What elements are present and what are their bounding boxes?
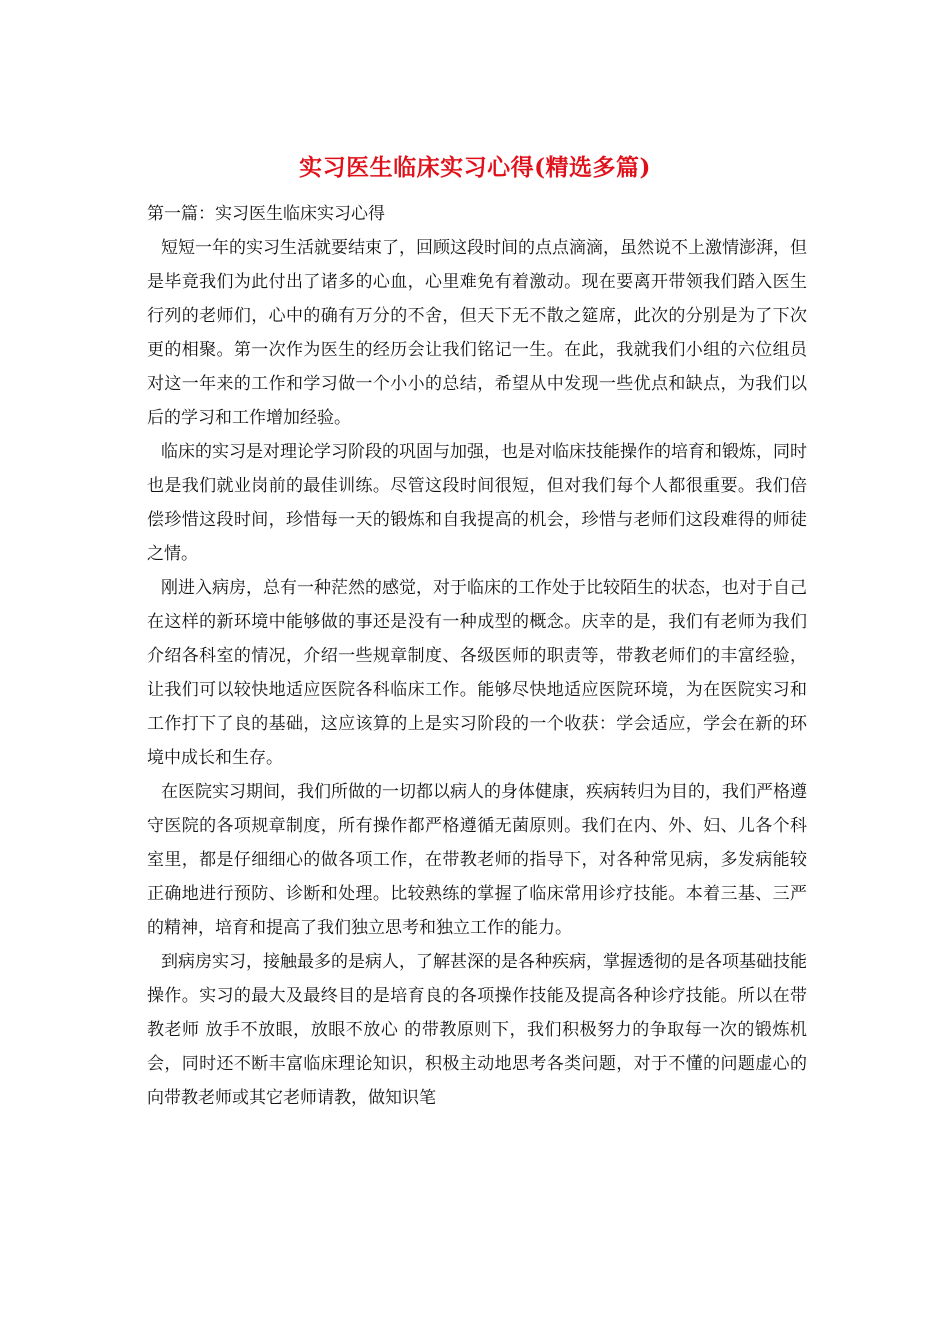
paragraph-3: 刚进入病房，总有一种茫然的感觉，对于临床的工作处于比较陌生的状态，也对于自己在这样的新环境中能够做的事还是没有一种成型的概念。庆幸的是，我们有老师为我们介绍各科室的情况，介绍一些规章制度、各级医师的职责等，带教老师们的丰富经验，让我们可以较快地适应医院各科临床工作。能够尽快地适应医院环境，为在医院实习和工作打下了良的基础，这应该算的上是实习阶段的一个收获：学会适应，学会在新的环境中成长和生存。 xyxy=(147,578,807,768)
paragraph-4: 在医院实习期间，我们所做的一切都以病人的身体健康，疾病转归为目的，我们严格遵守医院的各项规章制度，所有操作都严格遵循无菌原则。我们在内、外、妇、儿各个科室里，都是仔细细心的做各项工作，在带教老师的指导下，对各种常见病，多发病能较正确地进行预防、诊断和处理。比较熟练的掌握了临床常用诊疗技能。本着三基、三严的精神，培育和提高了我们独立思考和独立工作的能力。 xyxy=(147,782,807,938)
document-body xyxy=(147,197,807,1115)
section-heading: 第一篇：实习医生临床实习心得 xyxy=(147,204,385,224)
document-title: 实习医生临床实习心得(精选多篇) xyxy=(299,154,651,181)
paragraph-1: 短短一年的实习生活就要结束了，回顾这段时间的点点滴滴，虽然说不上激情澎湃，但是毕竟我们为此付出了诸多的心血，心里难免有着激动。现在要离开带领我们踏入医生行列的老师们，心中的确有万分的不舍，但天下无不散之筵席，此次的分别是为了下次更的相聚。第一次作为医生的经历会让我们铭记一生。在此，我就我们小组的六位组员对这一年来的工作和学习做一个小小的总结，希望从中发现一些优点和缺点，为我们以后的学习和工作增加经验。 xyxy=(147,238,807,428)
paragraph-5: 到病房实习，接触最多的是病人，了解甚深的是各种疾病，掌握透彻的是各项基础技能操作。实习的最大及最终目的是培育良的各项操作技能及提高各种诊疗技能。所以在带教老师 放手不放眼，放眼不放心 的带教原则下，我们积极努力的争取每一次的锻炼机会，同时还不断丰富临床理论知识，积极主动地思考各类问题，对于不懂的问题虚心的向带教老师或其它老师请教，做知识笔 xyxy=(147,952,807,1108)
paragraph-2: 临床的实习是对理论学习阶段的巩固与加强，也是对临床技能操作的培育和锻炼，同时也是我们就业岗前的最佳训练。尽管这段时间很短，但对我们每个人都很重要。我们倍偿珍惜这段时间，珍惜每一天的锻炼和自我提高的机会，珍惜与老师们这段难得的师徒之情。 xyxy=(147,442,807,564)
